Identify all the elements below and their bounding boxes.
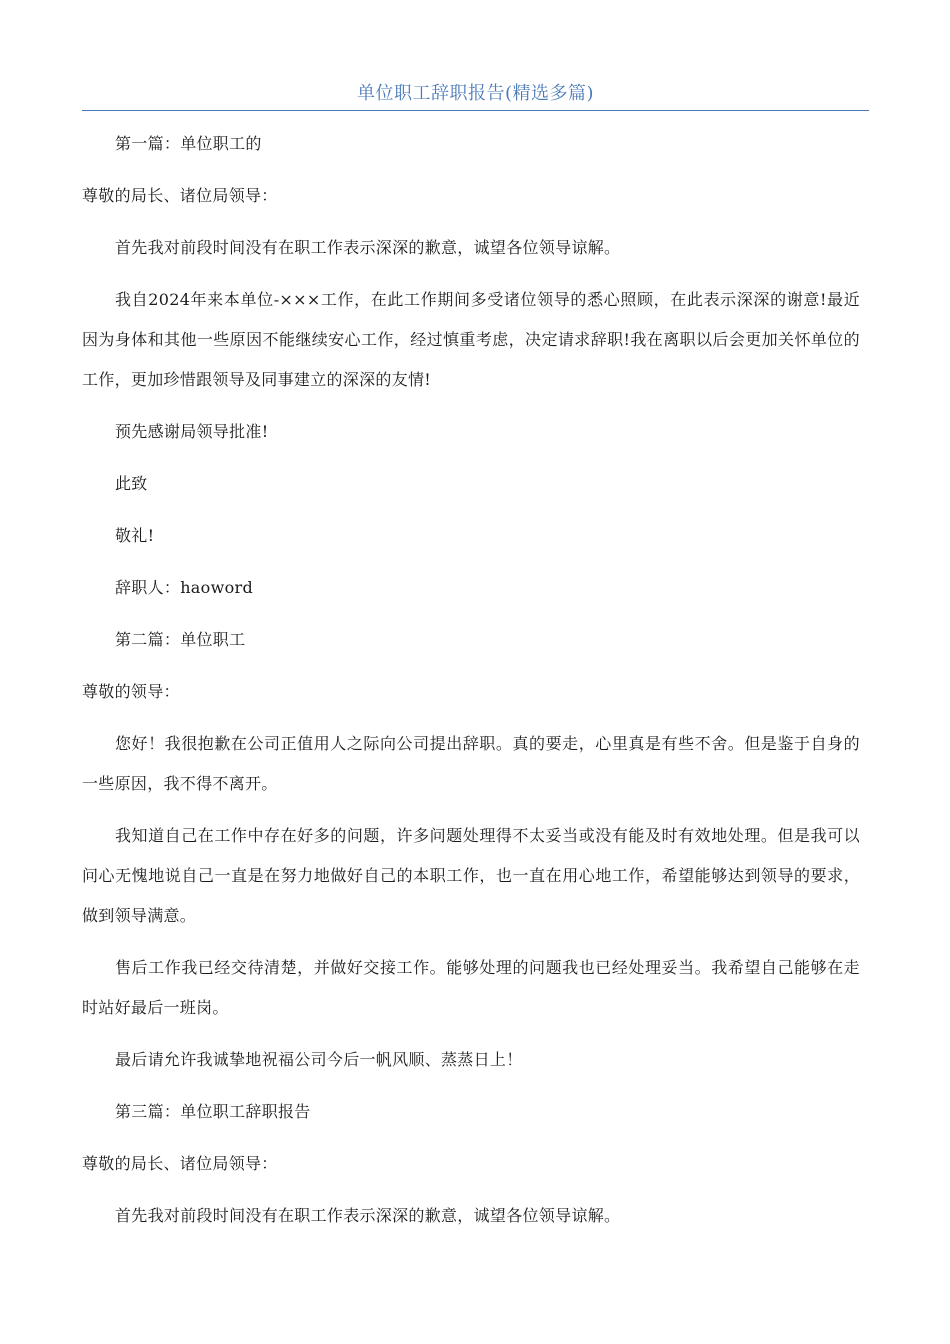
paragraph-2: 尊敬的局长、诸位局领导： bbox=[82, 186, 278, 205]
paragraph-16: 尊敬的局长、诸位局领导： bbox=[82, 1154, 278, 1173]
paragraph-11: 您好！我很抱歉在公司正值用人之际向公司提出辞职。真的要走，心里真是有些不舍。但是鉴于自身的一些原因，我不得不离开。 bbox=[82, 734, 860, 793]
paragraph-10: 尊敬的领导： bbox=[82, 682, 180, 701]
paragraph-17: 首先我对前段时间没有在职工作表示深深的歉意，诚望各位领导谅解。 bbox=[115, 1206, 621, 1225]
document-title: 单位职工辞职报告(精选多篇) bbox=[356, 83, 595, 104]
paragraph-14: 最后请允许我诚挚地祝福公司今后一帆风顺、蒸蒸日上！ bbox=[115, 1050, 523, 1069]
document-body bbox=[82, 124, 860, 1248]
paragraph-7: 敬礼! bbox=[115, 526, 155, 545]
paragraph-6: 此致 bbox=[115, 474, 148, 493]
paragraph-1: 第一篇：单位职工的 bbox=[115, 134, 262, 153]
page-header bbox=[82, 80, 869, 111]
paragraph-3: 首先我对前段时间没有在职工作表示深深的歉意，诚望各位领导谅解。 bbox=[115, 238, 621, 257]
paragraph-5: 预先感谢局领导批准! bbox=[115, 422, 269, 441]
paragraph-9: 第二篇：单位职工 bbox=[115, 630, 246, 649]
paragraph-12: 我知道自己在工作中存在好多的问题，许多问题处理得不太妥当或没有能及时有效地处理。但是我可以问心无愧地说自己一直是在努力地做好自己的本职工作，也一直在用心地工作，希望能够达到领导的要求，做到领导满意。 bbox=[82, 826, 860, 925]
paragraph-13: 售后工作我已经交待清楚，并做好交接工作。能够处理的问题我也已经处理妥当。我希望自己能够在走时站好最后一班岗。 bbox=[82, 958, 860, 1017]
paragraph-8: 辞职人：haoword bbox=[115, 578, 253, 597]
paragraph-15: 第三篇：单位职工辞职报告 bbox=[115, 1102, 311, 1121]
paragraph-4: 我自2024年来本单位-×××工作，在此工作期间多受诸位领导的悉心照顾，在此表示深深的谢意!最近因为身体和其他一些原因不能继续安心工作，经过慎重考虑，决定请求辞职!我在离职以后会更加关怀单位的工作，更加珍惜跟领导及同事建立的深深的友情! bbox=[82, 290, 860, 389]
